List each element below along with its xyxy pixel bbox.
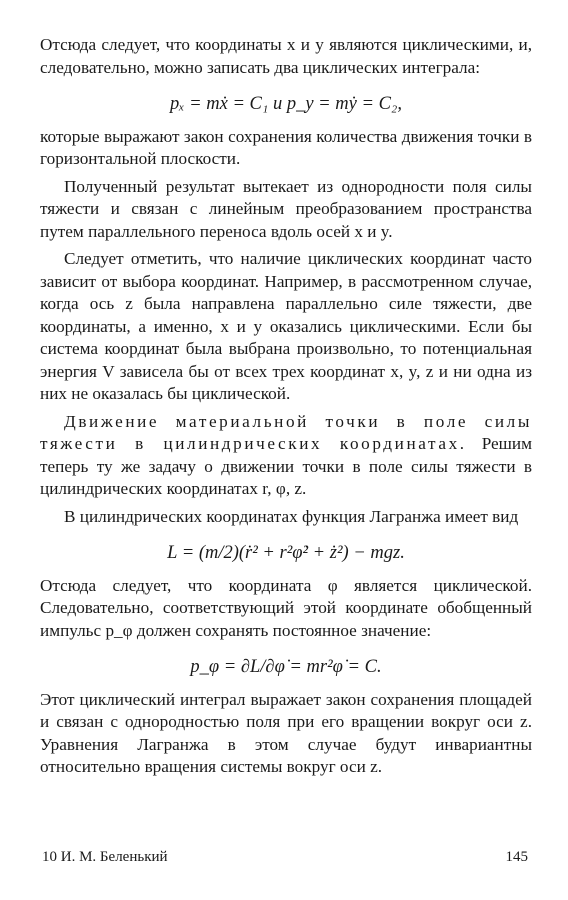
paragraph-coordinate-choice: Следует отметить, что наличие циклических координат часто зависит от выбора координат. Например, в рассмотренном случае, когда ось z была направлена параллельно силе тяжести, две координаты, а именно, x и y оказались циклическими. Если бы система координат была выбрана произвольно, то потенциальная энергия V зависела бы от всех трех координат x, y, z и ни одна из них не оказалась бы циклической. — [40, 249, 532, 403]
equation-angular-momentum: p_φ = ∂L/∂φ̇ = mr²φ̇ = C. — [190, 657, 382, 677]
paragraph-area-conservation: Этот циклический интеграл выражает закон сохранения площадей и связан с однородностью поля при его вращении вокруг оси z. Уравнения Лагранжа в этом случае будут инвариантны относительно вращения системы вокруг оси z. — [40, 689, 532, 776]
page-number: 145 — [505, 849, 528, 865]
section-heading: Движение материальной точки в поле силы тяжести в цилиндрических координатах. — [40, 411, 532, 453]
paragraph-lagrangian-intro: В цилиндрических координатах функция Лагранжа имеет вид — [64, 506, 519, 526]
equation-momentum-integrals: pₓ = mẋ = C₁ и p_y = mẏ = C₂, — [170, 94, 402, 114]
paragraph-field-homogeneity: Полученный результат вытекает из однородности поля силы тяжести и связан с линейным преобразованием пространства путем параллельного переноса вдоль осей x и y. — [40, 176, 532, 241]
section-intro: Решим теперь ту же задачу о движении точки в поле силы тяжести в цилиндрических координатах r, φ, z. — [40, 434, 532, 498]
paragraph-cyclic-phi: Отсюда следует, что координата φ является циклической. Следовательно, соответствующий этой координате обобщенный импульс p_φ должен сохранять постоянное значение: — [40, 575, 532, 640]
paragraph-cyclic-coordinates: Отсюда следует, что координаты x и y являются циклическими, и, следовательно, можно записать два циклических интеграла: — [40, 35, 532, 77]
printer-signature: 10 И. М. Беленький — [42, 849, 168, 865]
paragraph-momentum-conservation: которые выражают закон сохранения количества движения точки в горизонтальной плоскости. — [40, 126, 532, 168]
paragraph-cylindrical-section — [40, 411, 532, 501]
equation-lagrangian: L = (m/2)(ṙ² + r²φ̇² + ż²) − mgz. — [167, 543, 405, 563]
